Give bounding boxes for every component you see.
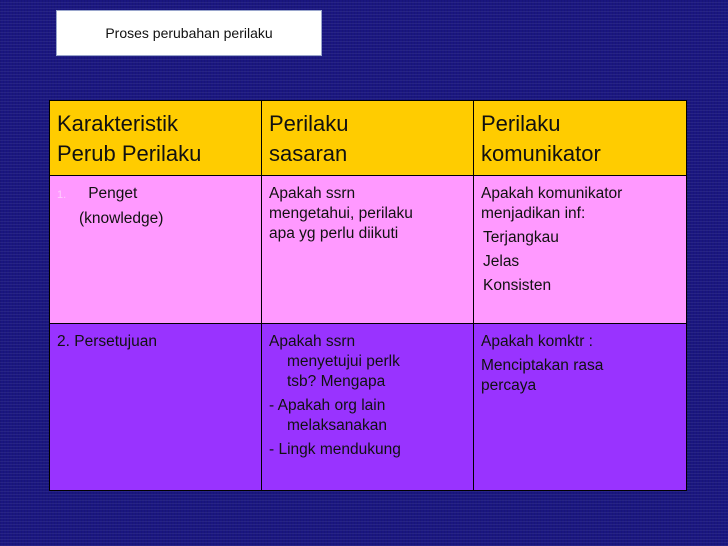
cell-line: - Lingk mendukung (269, 441, 401, 458)
behavior-change-table (49, 100, 687, 491)
cell-line: menjadikan inf: (481, 205, 586, 222)
slide-title: Proses perubahan perilaku (105, 25, 273, 41)
cell-karakteristik (50, 176, 262, 324)
cell-perilaku-sasaran (262, 324, 474, 491)
cell-line: Apakah ssrn (269, 333, 356, 350)
header-line: Karakteristik (57, 111, 179, 136)
cell-line: melaksanakan (287, 417, 387, 434)
header-line: Perilaku (481, 111, 561, 136)
cell-text: Penget (88, 185, 138, 202)
cell-perilaku-sasaran (262, 176, 474, 324)
cell-line: Jelas (483, 253, 520, 270)
list-number: 1. (57, 189, 67, 201)
cell-line: 2. Persetujuan (57, 333, 157, 350)
cell-line: percaya (481, 377, 537, 394)
table-row (50, 324, 687, 491)
table-row (50, 176, 687, 324)
header-cell-perilaku-komunikator (474, 101, 687, 176)
cell-line: apa yg perlu diikuti (269, 225, 399, 242)
cell-perilaku-komunikator (474, 176, 687, 324)
cell-line: menyetujui perlk (287, 353, 400, 370)
cell-line: Apakah komktr : (481, 333, 593, 350)
cell-line: tsb? Mengapa (287, 373, 386, 390)
cell-perilaku-komunikator (474, 324, 687, 491)
header-cell-perilaku-sasaran (262, 101, 474, 176)
header-line: Perilaku (269, 111, 349, 136)
cell-line (57, 184, 254, 205)
cell-line: Apakah ssrn (269, 185, 356, 202)
header-line: komunikator (481, 141, 601, 166)
cell-line: Terjangkau (483, 229, 559, 246)
header-line: Perub Perilaku (57, 141, 202, 166)
cell-line: Menciptakan rasa (481, 357, 604, 374)
cell-line: (knowledge) (79, 210, 164, 227)
cell-karakteristik (50, 324, 262, 491)
cell-line: Apakah komunikator (481, 185, 623, 202)
cell-line: - Apakah org lain (269, 397, 386, 414)
cell-line: mengetahui, perilaku (269, 205, 413, 222)
table-header-row (50, 101, 687, 176)
slide-title-box (56, 10, 322, 56)
header-cell-karakteristik (50, 101, 262, 176)
header-line: sasaran (269, 141, 348, 166)
cell-line: Konsisten (483, 277, 552, 294)
